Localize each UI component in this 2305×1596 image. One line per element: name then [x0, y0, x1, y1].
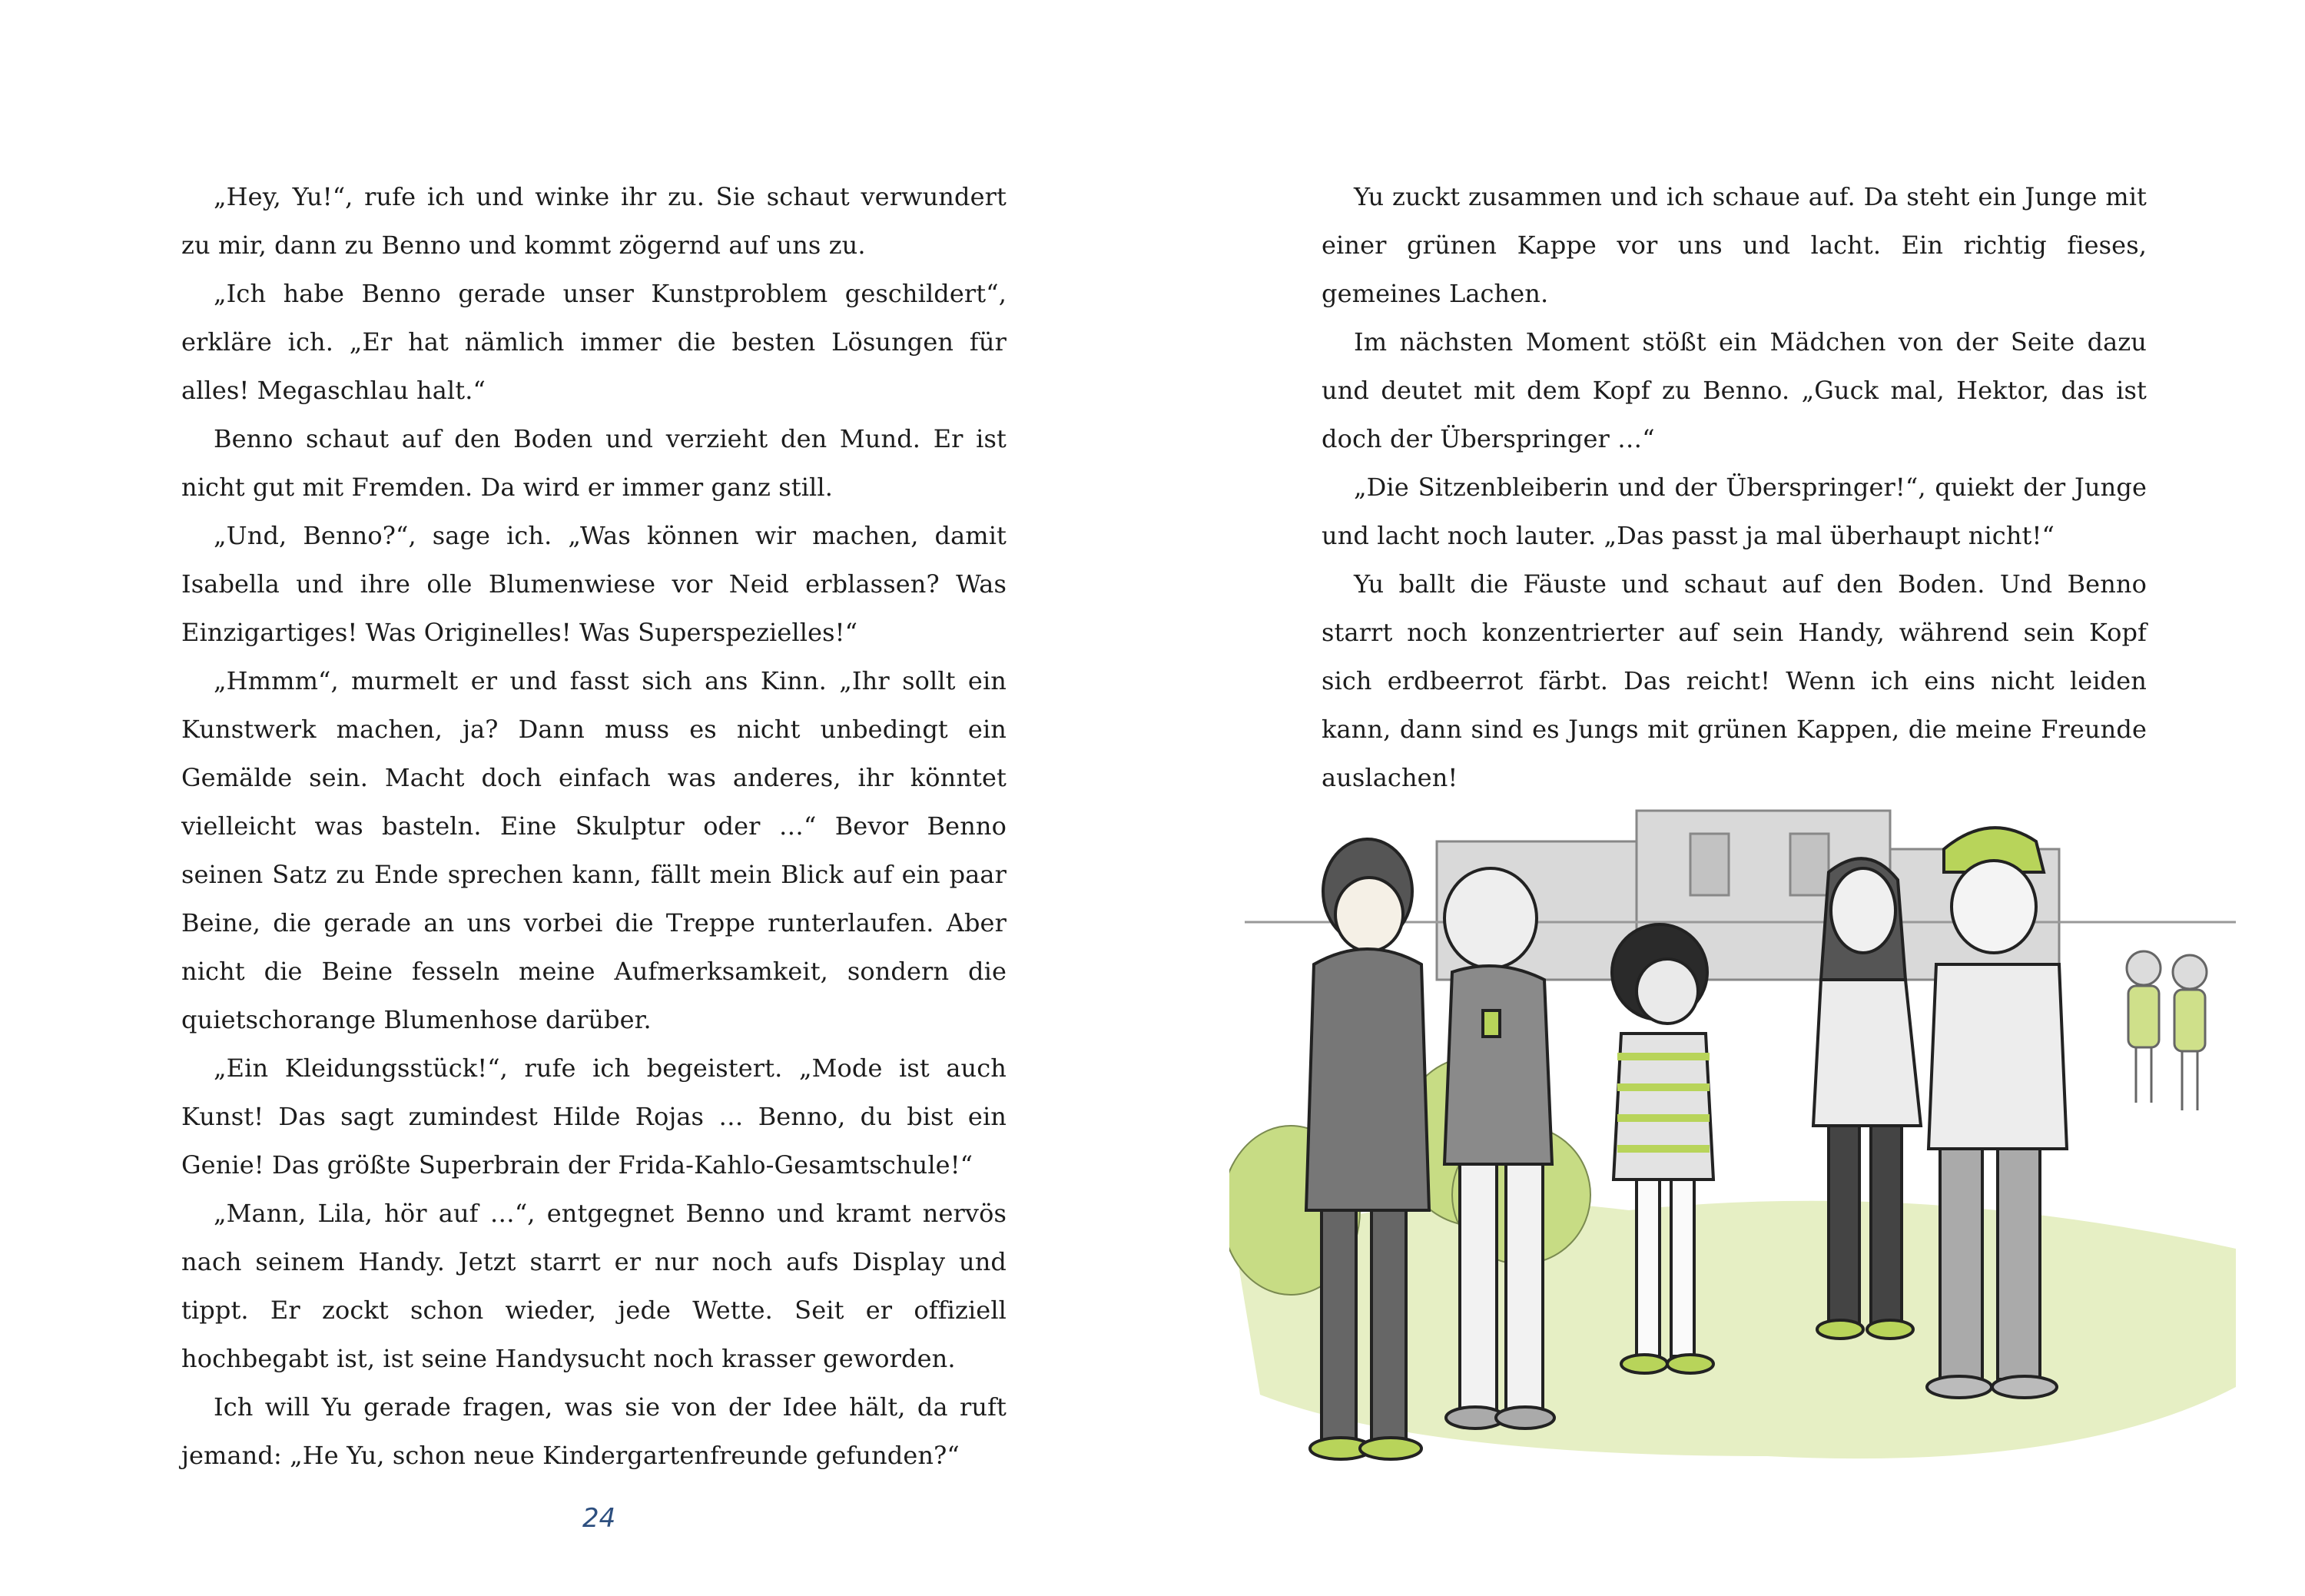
right-text-block [1322, 173, 2147, 802]
background-kids [2127, 951, 2207, 1110]
paragraph: „Hey, Yu!“, rufe ich und winke ihr zu. Sie schaut verwundert zu mir, dann zu Benno und kommt zögernd auf uns zu. [181, 182, 1007, 260]
paragraph: „Ein Kleidungsstück!“, rufe ich begeistert. „Mode ist auch Kunst! Das sagt zumindest Hilde Rojas … Benno, du bist ein Genie! Das größte Superbrain der Frida-Kahlo-Gesamtschule!“ [181, 1053, 1007, 1180]
paragraph: Im nächsten Moment stößt ein Mädchen von der Seite dazu und deutet mit dem Kopf zu Benno. „Guck mal, Hektor, das ist doch der Überspringer …“ [1322, 327, 2147, 453]
paragraph: „Ich habe Benno gerade unser Kunstproblem geschildert“, erkläre ich. „Er hat nämlich immer die besten Lösungen für alles! Megaschlau halt.“ [181, 279, 1007, 405]
left-page [0, 0, 1152, 1596]
page-number: 24 [582, 1503, 616, 1534]
paragraph: „Die Sitzenbleiberin und der Überspringer!“, quiekt der Junge und lacht noch lauter. „Das passt ja mal überhaupt nicht!“ [1322, 473, 2147, 550]
paragraph: Yu ballt die Fäuste und schaut auf den Boden. Und Benno starrt noch konzentrierter auf sein Handy, während sein Kopf sich erdbeerrot färbt. Das reicht! Wenn ich eins nicht leiden kann, dann sind es Jungs mit grünen Kappen, die meine Freunde auslachen! [1322, 569, 2147, 792]
schoolyard-illustration [1229, 780, 2251, 1464]
left-text-block [181, 173, 1007, 1480]
paragraph: Benno schaut auf den Boden und verzieht den Mund. Er ist nicht gut mit Fremden. Da wird er immer ganz still. [181, 424, 1007, 502]
paragraph: „Mann, Lila, hör auf …“, entgegnet Benno und kramt nervös nach seinem Handy. Jetzt starrt er nur noch aufs Display und tippt. Er zockt schon wieder, jede Wette. Seit er offiziell hochbegabt ist, ist seine Handysucht noch krasser geworden. [181, 1199, 1007, 1373]
paragraph: Ich will Yu gerade fragen, was sie von der Idee hält, da ruft jemand: „He Yu, schon neue Kindergartenfreunde gefunden?“ [181, 1392, 1007, 1470]
paragraph: „Und, Benno?“, sage ich. „Was können wir machen, damit Isabella und ihre olle Blumenwiese vor Neid erblassen? Was Einzigartiges! Was Originelles! Was Superspezielles!“ [181, 521, 1007, 647]
paragraph: „Hmmm“, murmelt er und fasst sich ans Kinn. „Ihr sollt ein Kunstwerk machen, ja? Dann muss es nicht unbedingt ein Gemälde sein. Macht doch einfach was anderes, ihr könntet vielleicht was basteln. Eine Skulptur oder …“ Bevor Benno seinen Satz zu Ende sprechen kann, fällt mein Blick auf ein paar Beine, die gerade an uns vorbei die Treppe runterlaufen. Aber nicht die Beine fesseln meine Aufmerksamkeit, sondern die quietschorange Blumenhose darüber. [181, 666, 1007, 1034]
paragraph: Yu zuckt zusammen und ich schaue auf. Da steht ein Junge mit einer grünen Kappe vor uns und lacht. Ein richtig fieses, gemeines Lachen. [1322, 182, 2147, 308]
right-page [1152, 0, 2305, 1596]
